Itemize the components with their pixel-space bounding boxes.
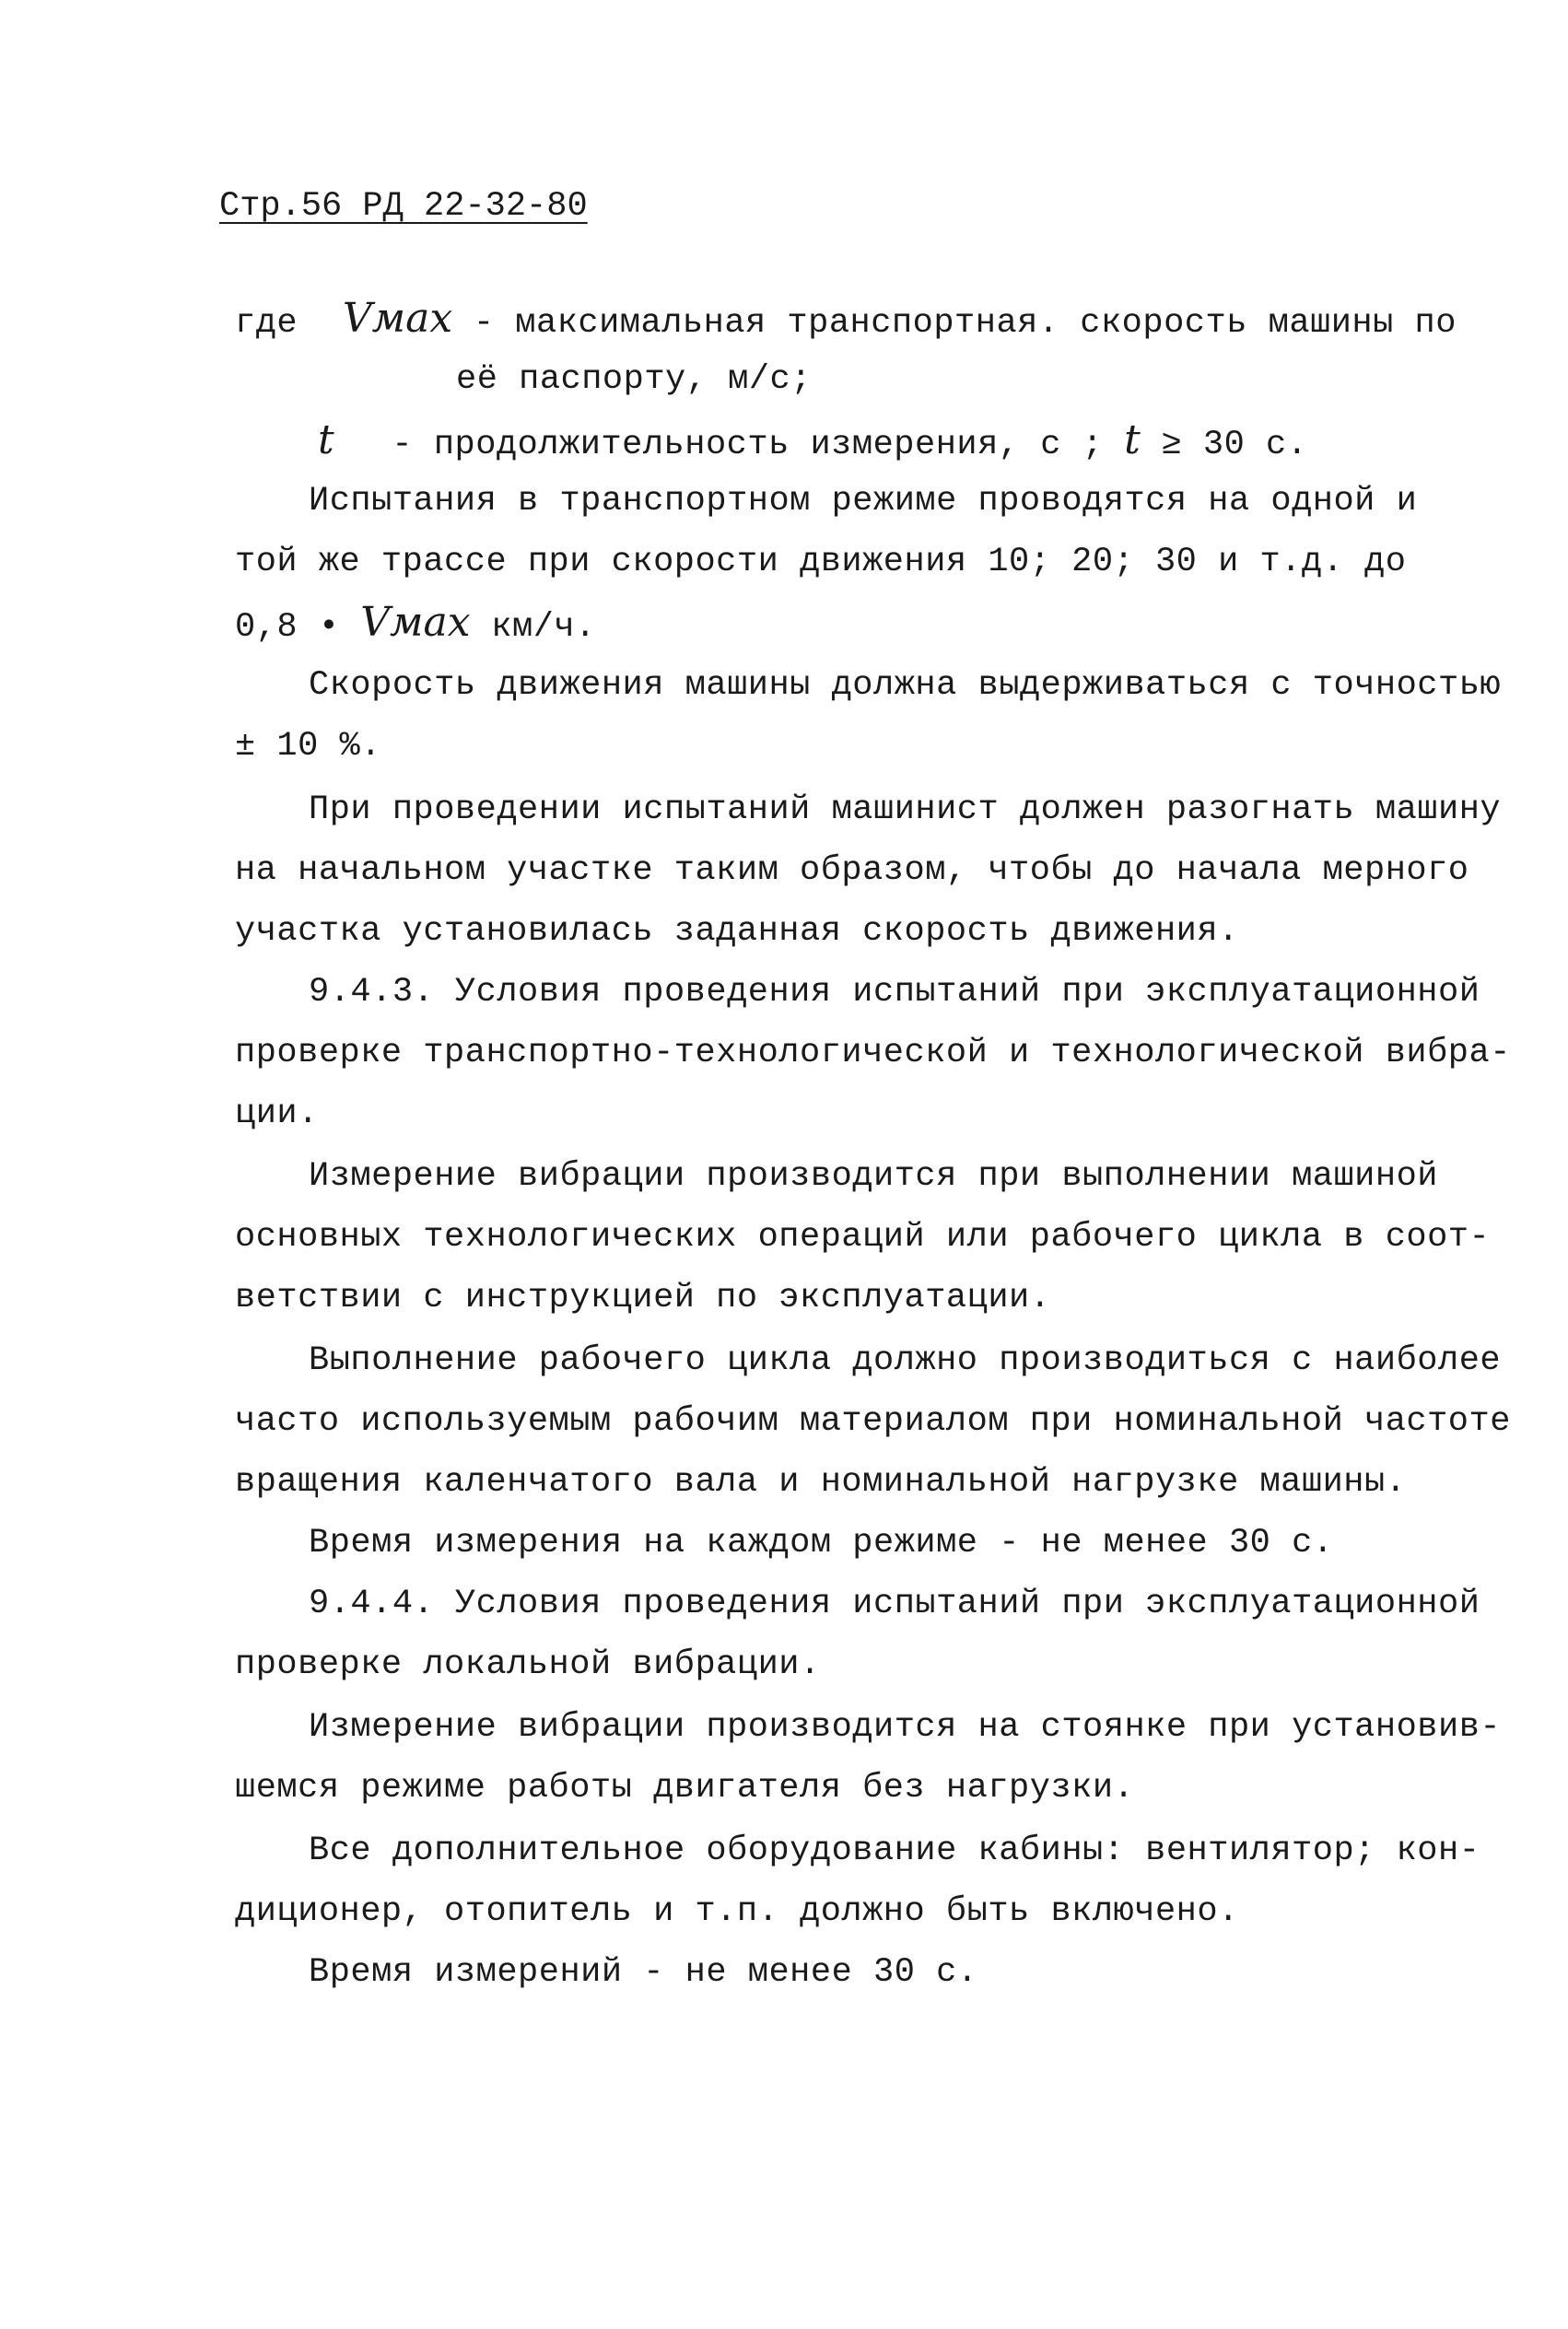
p2-line-2: ± 10 %. <box>235 727 381 766</box>
p1-line-1: Испытания в транспортном режиме проводятся на одной и <box>309 482 1418 521</box>
p9-line-1: Измерение вибрации производится на стоянке при установив- <box>309 1708 1502 1747</box>
p8-line-2: проверке локальной вибрации. <box>235 1645 821 1684</box>
where-lead: где <box>235 304 298 343</box>
page-header: Стр.56 РД 22-32-80 <box>219 187 588 226</box>
p3-line-2: на начальном участке таким образом, чтобы до начала мерного <box>235 851 1469 890</box>
vmax-symbol-2: Vмах <box>360 599 471 646</box>
p4-line-3: ции. <box>235 1094 319 1133</box>
p4-line-2: проверке транспортно-технологической и технологической вибра- <box>235 1034 1511 1072</box>
p6-line-2: часто используемым рабочим материалом при номинальной частоте <box>235 1402 1511 1441</box>
where-line-3 <box>318 418 1307 467</box>
p11-line-1: Время измерений - не менее 30 с. <box>309 1953 978 1992</box>
t-text-b: ≥ 30 с. <box>1161 426 1308 464</box>
where-text-1: - максимальная транспортная. скорость машины по <box>473 304 1457 343</box>
p6-line-1: Выполнение рабочего цикла должно производиться с наиболее <box>309 1341 1502 1380</box>
p5-line-1: Измерение вибрации производится при выполнении машиной <box>309 1157 1438 1196</box>
p1-line-3-b: км/ч. <box>491 608 596 647</box>
vmax-symbol: Vмах <box>342 295 453 342</box>
p10-line-2: диционер, отопитель и т.п. должно быть включено. <box>235 1892 1239 1931</box>
t-symbol: t <box>318 416 334 463</box>
p3-line-3: участка установилась заданная скорость движения. <box>235 912 1239 951</box>
p9-line-2: шемся режиме работы двигателя без нагрузки. <box>235 1769 1135 1808</box>
t-text-a: - продолжительность измерения, с ; <box>392 426 1104 464</box>
p1-line-3 <box>235 601 596 650</box>
p3-line-1: При проведении испытаний машинист должен разогнать машину <box>309 790 1502 829</box>
p5-line-3: ветствии с инструкцией по эксплуатации. <box>235 1279 1051 1317</box>
p1-line-3-a: 0,8 • <box>235 608 340 647</box>
p8-line-1: 9.4.4. Условия проведения испытаний при эксплуатационной <box>309 1585 1480 1623</box>
p10-line-1: Все дополнительное оборудование кабины: вентилятор; кон- <box>309 1832 1480 1870</box>
p5-line-2: основных технологических операций или рабочего цикла в соот- <box>235 1218 1491 1257</box>
p4-line-1: 9.4.3. Условия проведения испытаний при эксплуатационной <box>309 973 1480 1012</box>
where-text-2: её паспорту, м/с; <box>456 360 812 399</box>
t-symbol-2: t <box>1124 416 1141 463</box>
p6-line-3: вращения каленчатого вала и номинальной нагрузке машины. <box>235 1463 1407 1502</box>
p7-line-1: Время измерения на каждом режиме - не менее 30 с. <box>309 1524 1334 1562</box>
where-line-1 <box>235 297 1457 345</box>
p2-line-1: Скорость движения машины должна выдерживаться с точностью <box>309 666 1502 705</box>
p1-line-2: той же трассе при скорости движения 10; 20; 30 и т.д. до <box>235 543 1407 581</box>
